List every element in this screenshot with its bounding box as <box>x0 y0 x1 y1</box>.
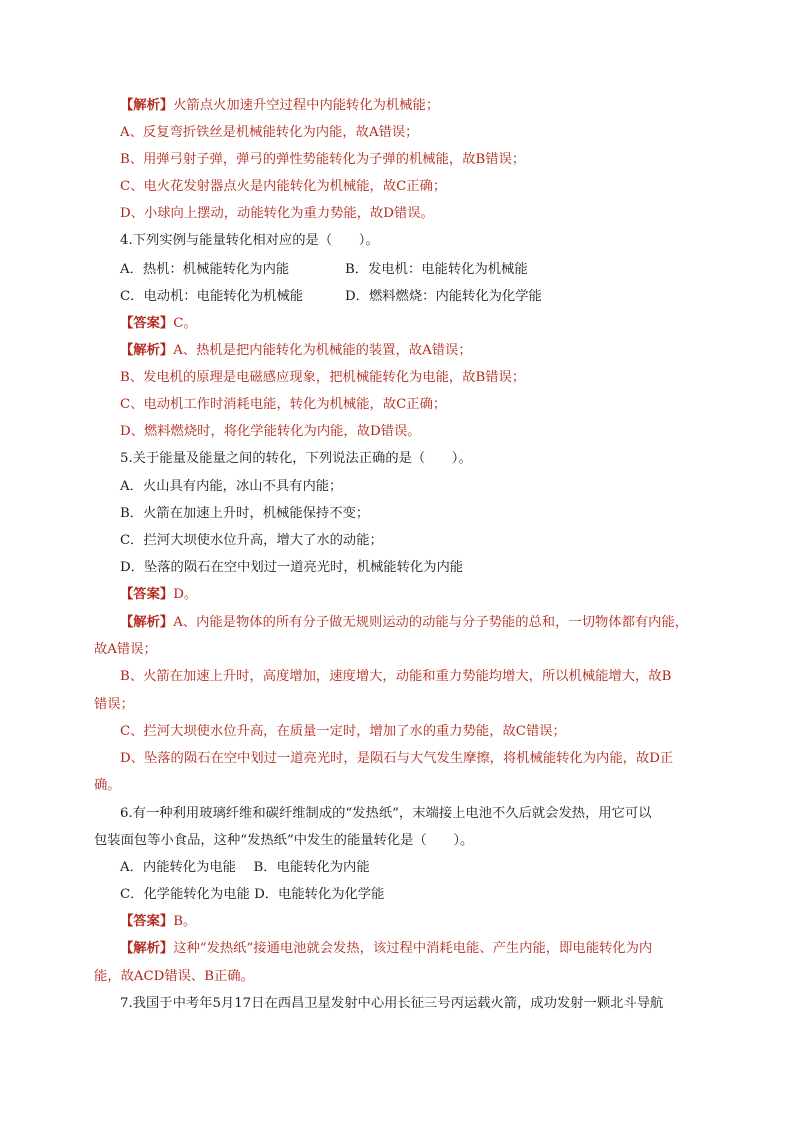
analysis-tag: 【解析】 <box>120 615 174 630</box>
q6-options-cd: C．化学能转化为电能 D．电能转化为化学能 <box>120 887 385 902</box>
q4-answer-line <box>120 315 700 333</box>
q5-analysis-b: B、火箭在加速上升时，高度增加，速度增大，动能和重力势能均增大，所以机械能增大，故B <box>120 669 672 684</box>
analysis-tag: 【解析】 <box>120 98 174 113</box>
q3-analysis-line <box>120 97 700 115</box>
q5-option-c: C．拦河大坝使水位升高，增大了水的动能； <box>120 533 383 548</box>
q4-option-b: B．发电机：电能转化为机械能 <box>345 262 528 277</box>
question-4: 4.下列实例与能量转化相对应的是（ ）。 <box>120 233 379 248</box>
q5-analysis-d: D、坠落的陨石在空中划过一道亮光时，是陨石与大气发生摩擦，将机械能转化为内能，故D正 <box>120 751 674 766</box>
q4-option-c: C．电动机：电能转化为机械能 <box>120 289 304 304</box>
question-6-line2: 包装面包等小食品，这种“发热纸”中发生的能量转化是（ ）。 <box>94 833 474 848</box>
q6-options-ab: A．内能转化为电能 B．电能转化为内能 <box>120 860 370 875</box>
q5-option-a: A．火山具有内能，冰山不具有内能； <box>120 479 343 494</box>
q3-analysis-c: C、电火花发射器点火是内能转化为机械能，故C正确； <box>120 179 447 194</box>
q3-analysis-a: A、反复弯折铁丝是机械能转化为内能，故A错误； <box>120 125 419 140</box>
q5-analysis-c: C、拦河大坝使水位升高，在质量一定时，增加了水的重力势能，故C错误； <box>120 724 566 739</box>
q4-option-a: A．热机：机械能转化为内能 <box>120 262 290 277</box>
q6-analysis-cont: 能，故ACD错误、B正确。 <box>94 969 254 984</box>
q5-analysis-d-cont: 确。 <box>94 778 121 793</box>
analysis-tag: 【解析】 <box>120 343 174 358</box>
q4-analysis-b: B、发电机的原理是电磁感应现象，把机械能转化为电能，故B错误； <box>120 370 526 385</box>
question-7: 7.我国于中考年5月17日在西昌卫星发射中心用长征三号丙运载火箭，成功发射一颗北斗导航 <box>120 996 664 1011</box>
q5-answer-line <box>120 586 700 604</box>
q4-analysis-line <box>120 342 700 360</box>
answer-text: B。 <box>173 914 197 929</box>
analysis-text: 火箭点火加速升空过程中内能转化为机械能； <box>173 98 440 113</box>
q5-analysis-b-cont: 错误； <box>94 697 134 712</box>
q5-option-b: B．火箭在加速上升时，机械能保持不变； <box>120 506 370 521</box>
answer-tag: 【答案】 <box>120 587 174 602</box>
answer-tag: 【答案】 <box>120 914 174 929</box>
answer-tag: 【答案】 <box>120 316 174 331</box>
question-6-line1: 6.有一种利用玻璃纤维和碳纤维制成的“发热纸“，末端接上电池不久后就会发热，用它可以 <box>120 806 652 821</box>
question-5: 5.关于能量及能量之间的转化，下列说法正确的是（ ）。 <box>120 451 472 466</box>
q5-option-d: D．坠落的陨石在空中划过一道亮光时，机械能转化为内能 <box>120 560 464 575</box>
q6-answer-line <box>120 913 700 931</box>
analysis-tag: 【解析】 <box>120 941 174 956</box>
q3-analysis-d: D、小球向上摆动，动能转化为重力势能，故D错误。 <box>120 206 434 221</box>
q6-analysis-line <box>120 940 710 958</box>
q4-analysis-d: D、燃料燃烧时，将化学能转化为内能，故D错误。 <box>120 424 421 439</box>
answer-text: D。 <box>173 587 198 602</box>
analysis-text: A、热机是把内能转化为机械能的装置，故A错误； <box>173 343 472 358</box>
analysis-text: 这种“发热纸”接通电池就会发热，该过程中消耗电能、产生内能，即电能转化为内 <box>173 941 653 956</box>
q5-analysis-line <box>120 614 710 632</box>
q5-analysis-a-cont: 故A错误； <box>94 642 157 657</box>
answer-text: C。 <box>173 316 197 331</box>
q4-option-d: D．燃料燃烧：内能转化为化学能 <box>345 289 542 304</box>
q4-analysis-c: C、电动机工作时消耗电能，转化为机械能，故C正确； <box>120 397 447 412</box>
q3-analysis-b: B、用弹弓射子弹，弹弓的弹性势能转化为子弹的机械能，故B错误； <box>120 152 526 167</box>
analysis-text: A、内能是物体的所有分子做无规则运动的动能与分子势能的总和，一切物体都有内能， <box>173 615 689 630</box>
